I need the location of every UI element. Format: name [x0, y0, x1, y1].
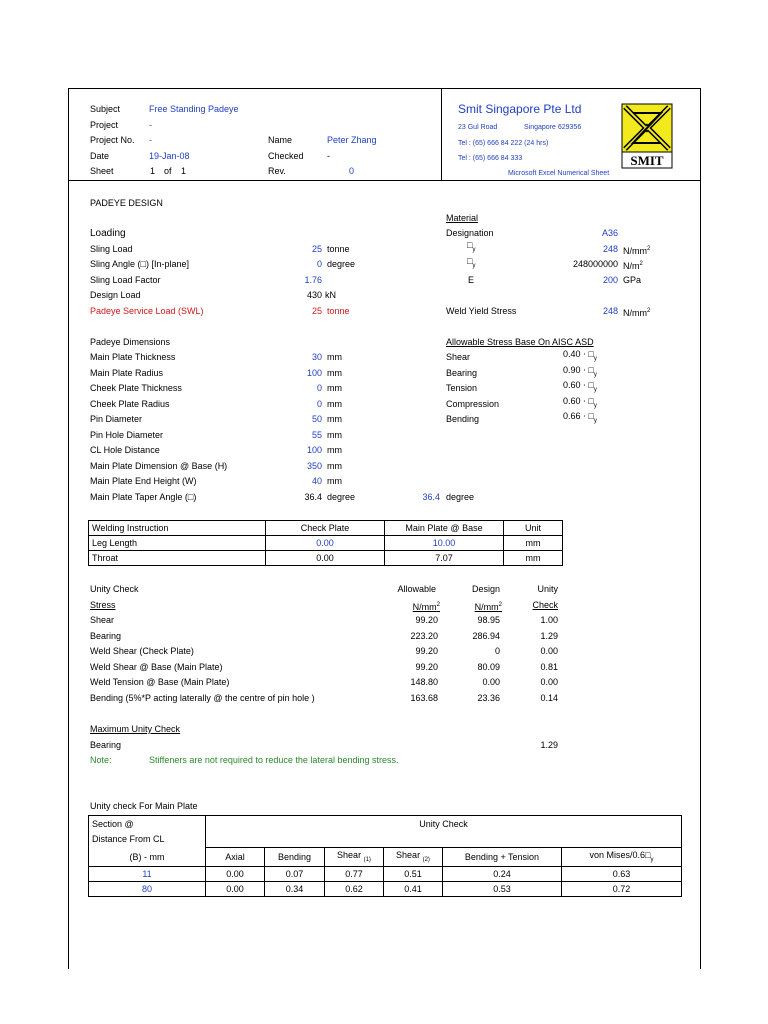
unity-design: 286.94: [472, 631, 500, 641]
table-row: [89, 521, 563, 536]
distance-label: Distance From CL: [92, 834, 165, 844]
allowable-heading: Allowable Stress Base On AISC ASD: [446, 337, 594, 347]
dimension-unit: mm: [327, 476, 342, 486]
loading-unit: kN: [325, 290, 336, 300]
col-von-mises: von Mises/$0.6□_y$: [562, 847, 682, 867]
unity-design: 98.95: [477, 615, 500, 625]
loading-heading: Loading: [90, 228, 126, 239]
section-header-cell: [89, 816, 206, 848]
unity-label: Weld Tension @ Base (Main Plate): [90, 677, 230, 687]
welding-header-instruction: Welding Instruction: [89, 521, 266, 536]
unity-col-allowable: Allowable: [397, 584, 436, 594]
company-tel-1: Tel : (65) 666 84 222 (24 hrs): [458, 140, 549, 147]
header-divider: [441, 88, 442, 180]
fy2-value: 248000000: [572, 259, 618, 269]
dimension-value: 0: [316, 399, 322, 409]
dimension-value: 55: [311, 430, 322, 440]
section-label: Section @: [92, 819, 134, 829]
company-address: 23 Gul Road: [458, 124, 498, 131]
unity-col-design: Design: [471, 584, 500, 594]
dimension-label: Main Plate Radius: [90, 368, 164, 378]
unity-value: 0.14: [540, 693, 558, 703]
sheet-number: 1: [150, 166, 156, 176]
project-value: -: [149, 120, 152, 130]
dimension-label: Pin Diameter: [90, 414, 143, 424]
cell-shear-2: 0.41: [384, 882, 443, 897]
col-axial: Axial: [206, 847, 265, 867]
weld-yield-unit: $N/mm^2$: [623, 308, 651, 318]
cell-shear-1: 0.62: [325, 882, 384, 897]
cell-b: 80: [89, 882, 206, 897]
unity-col-unity: Unity: [537, 584, 558, 594]
unity-allowable: 99.20: [415, 615, 438, 625]
unity-allowable: 99.20: [415, 662, 438, 672]
page-title: PADEYE DESIGN: [90, 198, 163, 208]
cell-bending-tension: 0.53: [443, 882, 562, 897]
allowable-label: Tension: [446, 383, 478, 393]
welding-label: Leg Length: [89, 536, 266, 551]
dimension-value: 36.4: [304, 492, 322, 502]
rev-label: Rev.: [268, 166, 286, 176]
unity-design: 23.36: [477, 693, 500, 703]
fy-symbol: $□_y$: [467, 240, 476, 253]
unity-check-label: Unity Check: [419, 819, 468, 829]
cell-bending: 0.34: [265, 882, 325, 897]
unity-value: 0.00: [540, 646, 558, 656]
col-b: (B) - mm: [89, 847, 206, 867]
dimension-unit: mm: [327, 430, 342, 440]
loading-value: 430: [306, 290, 322, 300]
sheet-label: Sheet: [90, 166, 114, 176]
swl-label: Padeye Service Load (SWL): [90, 306, 204, 316]
col-bending: Bending: [265, 847, 325, 867]
unity-label: Shear: [90, 615, 115, 625]
checked-value: -: [327, 151, 330, 161]
allowable-factor: $0.40 \cdot □_y$: [563, 349, 597, 362]
e-value: 200: [602, 275, 618, 285]
dimension-value: 100: [306, 445, 322, 455]
table-row: [89, 551, 563, 566]
dimension-unit: mm: [327, 368, 342, 378]
e-unit: GPa: [623, 275, 642, 285]
unity-stress-label: Stress: [90, 600, 116, 610]
welding-check: 0.00: [266, 536, 385, 551]
max-unity-label: Bearing: [90, 740, 122, 750]
welding-label: Throat: [89, 551, 266, 566]
unity-unit-design: $N/mm^2$: [474, 602, 502, 612]
loading-unit: tonne: [327, 244, 350, 254]
table-row: [89, 536, 563, 551]
smit-logo-text: SMIT: [630, 153, 664, 168]
swl-value: 25: [311, 306, 322, 316]
allowable-factor: $0.60 \cdot □_y$: [563, 396, 597, 409]
unity-label: Weld Shear (Check Plate): [90, 646, 194, 656]
main-plate-heading: Unity check For Main Plate: [90, 801, 198, 811]
fy-unit: $N/mm^2$: [623, 246, 651, 256]
unity-unit-check: Check: [532, 600, 558, 610]
subject-value: Free Standing Padeye: [149, 104, 239, 114]
unity-design: 0: [494, 646, 500, 656]
project-label: Project: [90, 120, 119, 130]
weld-yield-label: Weld Yield Stress: [446, 306, 517, 316]
note-label: Note:: [90, 755, 112, 765]
swl-unit: tonne: [327, 306, 350, 316]
welding-header-check: Check Plate: [266, 521, 385, 536]
loading-value: 25: [311, 244, 322, 254]
project-no-label: Project No.: [90, 135, 135, 145]
weld-yield-value: 248: [602, 306, 618, 316]
unity-value: 0.00: [540, 677, 558, 687]
unity-label: Bearing: [90, 631, 122, 641]
dimension-value: 350: [306, 461, 322, 471]
name-label: Name: [268, 135, 293, 145]
name-value: Peter Zhang: [327, 135, 377, 145]
allowable-factor: $0.66 \cdot □_y$: [563, 411, 597, 424]
loading-label: Sling Angle (□) [In-plane]: [90, 259, 189, 269]
dimension-unit: degree: [327, 492, 356, 502]
unity-allowable: 223.20: [410, 631, 438, 641]
dimension-value: 30: [311, 352, 322, 362]
allowable-label: Bearing: [446, 368, 478, 378]
designation-value: A36: [601, 228, 618, 238]
cell-b: 11: [89, 867, 206, 882]
designation-label: Designation: [446, 228, 494, 238]
unity-value: 1.00: [540, 615, 558, 625]
cell-von-mises: 0.72: [562, 882, 682, 897]
dimension-label: Main Plate Thickness: [90, 352, 176, 362]
company-tel-2: Tel : (65) 666 84 333: [458, 155, 523, 162]
welding-header-main: Main Plate @ Base: [385, 521, 504, 536]
unity-allowable: 148.80: [410, 677, 438, 687]
loading-label: Design Load: [90, 290, 141, 300]
cell-axial: 0.00: [206, 882, 265, 897]
welding-main: 7.07: [385, 551, 504, 566]
dimension-label: Main Plate End Height (W): [90, 476, 197, 486]
taper-angle-blue: 36.4: [422, 492, 440, 502]
unity-allowable: 163.68: [410, 693, 438, 703]
allowable-label: Compression: [446, 399, 500, 409]
dimension-value: 0: [316, 383, 322, 393]
max-unity-value: 1.29: [540, 740, 558, 750]
unity-unit-allowable: $N/mm^2$: [412, 602, 440, 612]
dimension-value: 50: [311, 414, 322, 424]
loading-label: Sling Load: [90, 244, 133, 254]
cell-shear-1: 0.77: [325, 867, 384, 882]
dimension-unit: mm: [327, 445, 342, 455]
dimension-unit: mm: [327, 399, 342, 409]
checked-label: Checked: [268, 151, 304, 161]
welding-table: [88, 520, 563, 566]
dimension-label: Main Plate Taper Angle (□): [90, 492, 197, 502]
e-label: E: [468, 275, 475, 285]
unity-design: 0.00: [482, 677, 500, 687]
dimension-unit: mm: [327, 461, 342, 471]
table-row: [89, 847, 682, 867]
dimensions-heading: Padeye Dimensions: [90, 337, 171, 347]
unity-design: 80.09: [477, 662, 500, 672]
dimension-label: Cheek Plate Thickness: [90, 383, 182, 393]
header-bottom-rule: [68, 180, 700, 181]
unity-value: 1.29: [540, 631, 558, 641]
company-city: Singapore 629356: [524, 124, 582, 131]
cell-bending: 0.07: [265, 867, 325, 882]
dimension-value: 40: [311, 476, 322, 486]
dimension-label: CL Hole Distance: [90, 445, 160, 455]
allowable-factor: $0.60 \cdot □_y$: [563, 380, 597, 393]
cell-axial: 0.00: [206, 867, 265, 882]
max-unity-heading: Maximum Unity Check: [90, 724, 181, 734]
dimension-label: Pin Hole Diameter: [90, 430, 164, 440]
unity-label: Bending (5%*P acting laterally @ the centre of pin hole ): [90, 693, 315, 703]
taper-angle-blue-unit: degree: [446, 492, 475, 502]
unity-check-header: [206, 816, 682, 848]
cell-bending-tension: 0.24: [443, 867, 562, 882]
welding-check: 0.00: [266, 551, 385, 566]
dimension-label: Main Plate Dimension @ Base (H): [90, 461, 228, 471]
welding-unit: mm: [504, 551, 563, 566]
note-text: Stiffeners are not required to reduce the lateral bending stress.: [149, 755, 399, 765]
project-no-value: -: [149, 135, 152, 145]
main-plate-table: [88, 815, 682, 897]
dimension-unit: mm: [327, 383, 342, 393]
col-shear-1: Shear $_{(1)}$: [325, 847, 384, 867]
sheet-total: 1: [181, 166, 187, 176]
subject-label: Subject: [90, 104, 121, 114]
col-shear-2: Shear $_{(2)}$: [384, 847, 443, 867]
company-name: Smit Singapore Pte Ltd: [458, 102, 582, 116]
rev-value: 0: [349, 166, 355, 176]
cell-shear-2: 0.51: [384, 867, 443, 882]
fy2-unit: $N/m^2$: [623, 261, 643, 271]
allowable-factor: $0.90 \cdot □_y$: [563, 365, 597, 378]
col-bending-tension: Bending + Tension: [443, 847, 562, 867]
dimension-unit: mm: [327, 352, 342, 362]
smit-logo: [621, 103, 673, 169]
unity-label: Weld Shear @ Base (Main Plate): [90, 662, 223, 672]
software-note: Microsoft Excel Numerical Sheet: [508, 170, 610, 177]
welding-main: 10.00: [385, 536, 504, 551]
unity-heading: Unity Check: [90, 584, 139, 594]
fy2-symbol: $□_y$: [467, 256, 476, 269]
table-row: [89, 867, 682, 882]
dimension-unit: mm: [327, 414, 342, 424]
material-heading: Material: [446, 213, 479, 223]
unity-allowable: 99.20: [415, 646, 438, 656]
fy-value: 248: [602, 244, 618, 254]
allowable-label: Bending: [446, 414, 480, 424]
unity-value: 0.81: [540, 662, 558, 672]
sheet-of: of: [164, 166, 172, 176]
date-label: Date: [90, 151, 110, 161]
table-row: [89, 882, 682, 897]
table-row: [89, 816, 682, 848]
loading-value: 1.76: [304, 275, 322, 285]
dimension-value: 100: [306, 368, 322, 378]
date-value: 19-Jan-08: [149, 151, 190, 161]
loading-unit: degree: [327, 259, 356, 269]
cell-von-mises: 0.63: [562, 867, 682, 882]
welding-header-unit: Unit: [504, 521, 563, 536]
allowable-label: Shear: [446, 352, 471, 362]
welding-unit: mm: [504, 536, 563, 551]
loading-value: 0: [316, 259, 322, 269]
dimension-label: Cheek Plate Radius: [90, 399, 170, 409]
loading-label: Sling Load Factor: [90, 275, 161, 285]
